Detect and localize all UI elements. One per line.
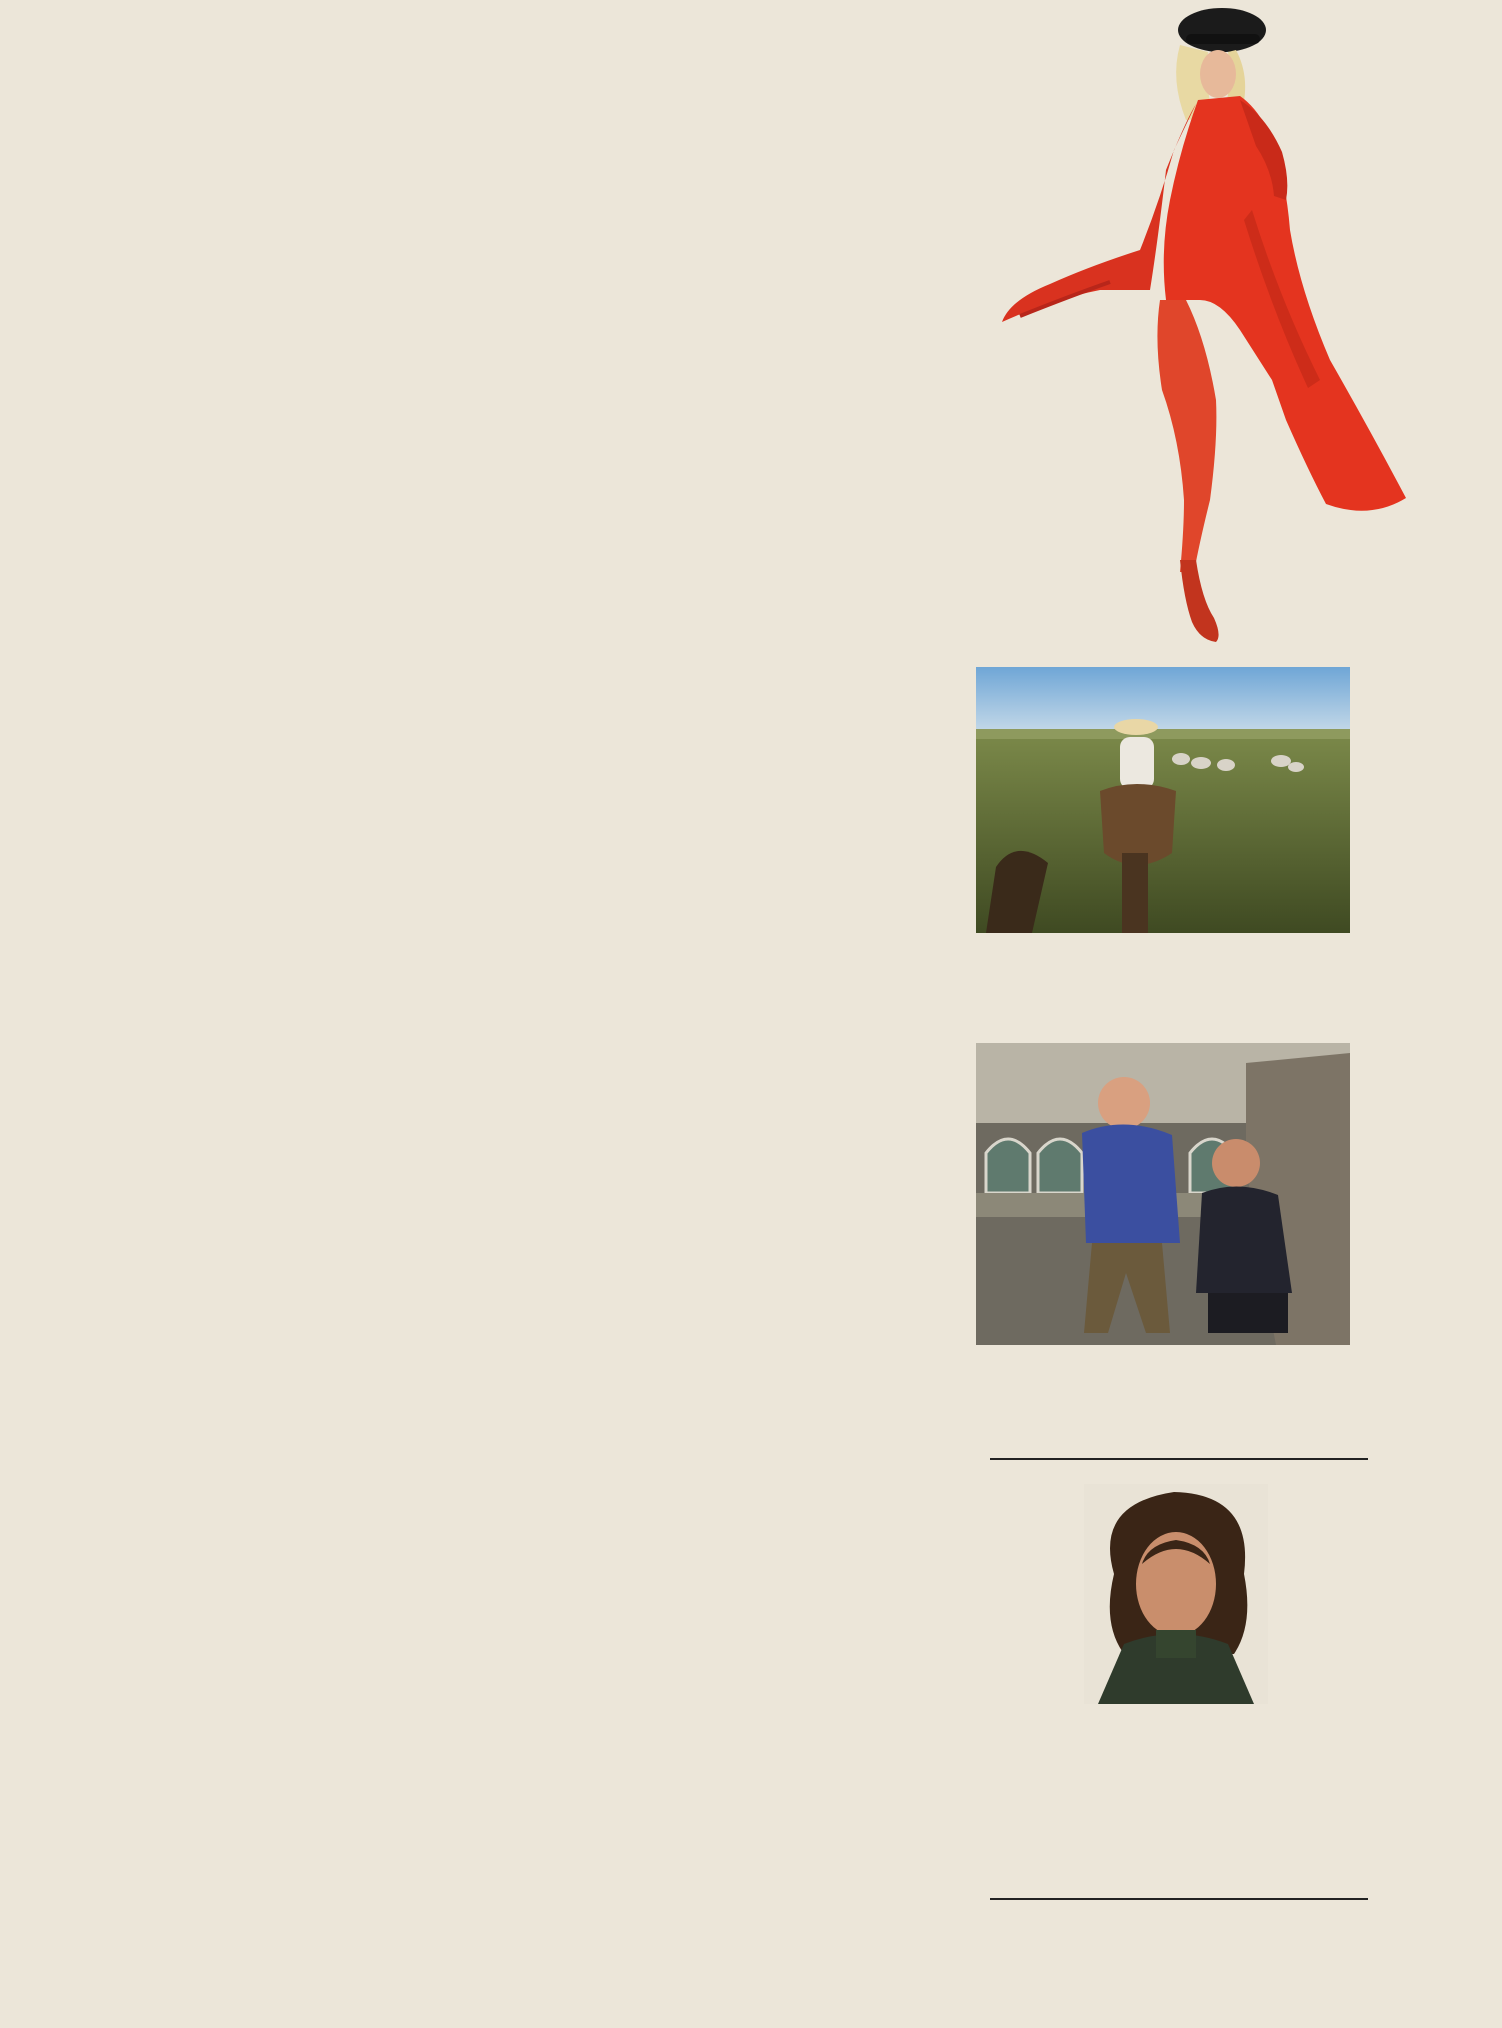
cover-portrait <box>1084 1484 1268 1704</box>
fashion-photo <box>990 0 1410 665</box>
paraguay-photo <box>976 667 1350 933</box>
cover-rule-bottom <box>990 1898 1368 1900</box>
paraguay-landscape-illustration <box>976 667 1350 933</box>
red-coat-figure-illustration <box>990 0 1410 665</box>
cover-rule-top <box>990 1458 1368 1460</box>
two-men-photo-illustration <box>976 1043 1350 1345</box>
cover-portrait-illustration <box>1084 1484 1268 1704</box>
krug-photo <box>976 1043 1350 1345</box>
